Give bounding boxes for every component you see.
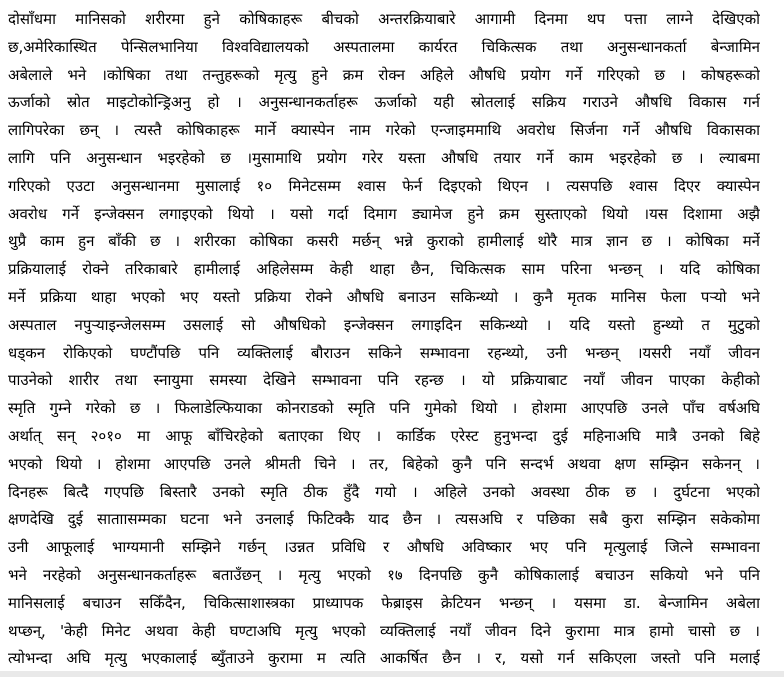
text-line: भने नरहेको अनुसन्धानकर्ताहरू बताउँछन् । मृत्यु भएको १७ दिनपछि कुनै कोषिकालाई बचाउन सकियो भने पनि (8, 565, 760, 584)
text-line: क्षणदेखि दुई साताासम्मका घटना भने उनलाई फिटिक्कै याद छैन । त्यसअघि र पछिका सबै कुरा सम्झिन सकेकोमा (8, 510, 760, 529)
text-line: उनी आफूलाई भाग्यमानी सम्झिने गर्छन् ।उन्नत प्रविधि र औषधि अविष्कार भए पनि मृत्युलाई जित्ने सम्भावना (8, 538, 760, 557)
text-line: गरिएको एउटा अनुसन्धानमा मुसालाई १० मिनेटसम्म श्वास फेर्न दिइएको थिएन । त्यसपछि श्वास दिएर क्यास्पेन (8, 176, 760, 195)
text-line: ऊर्जाको स्रोत माइटोकोन्ड्रिअनु हो । अनुसन्धानकर्ताहरू ऊर्जाको यही स्रोतलाई सक्रिय गराउने औषधि विकास गर्न (8, 93, 760, 112)
text-line: मानिसलाई बचाउन सकिँदैन, चिकित्साशास्त्रका प्राध्यापक फेब्राइस क्रेटियन भन्छन् । यसमा डा. बेन्जामिन अबेला (8, 593, 760, 612)
text-line: अर्थात् सन् २०१० मा आफू बाँचिरहेको बताएका थिए । कार्डिक एरेस्ट हुनुभन्दा दुई महिनाअघि मात्रै उनको बिहे (8, 426, 760, 445)
text-line: दोसाँधमा मानिसको शरीरमा हुने कोषिकाहरू बीचको अन्तरक्रियाबारे आगामी दिनमा थप पत्ता लाग्ने देखिएको (8, 10, 760, 28)
text-line: छ,अमेरिकास्थित पेन्सिलभानिया विश्वविद्यालयको अस्पतालमा कार्यरत चिकित्सक तथा अनुसन्धानकर्ता बेन्जामिन (8, 37, 760, 56)
bottom-edge (0, 671, 784, 677)
text-line: भएको थियो । होशमा आएपछि उनले श्रीमती चिने । तर, बिहेको कुनै पनि सन्दर्भ अथवा क्षण सम्झिन सकेनन् । (8, 454, 760, 473)
text-line: अबेलाले भने ।कोषिका तथा तन्तुहरूको मृत्यु हुने क्रम रोक्न अहिले औषधि प्रयोग गर्ने गरिएको छ । कोषहरूको (8, 65, 760, 84)
text-line: स्मृति गुम्ने गरेको छ । फिलाडेल्फियाका कोनराडको स्मृति पनि गुमेको थियो । होशमा आएपछि उनले पाँच वर्षअघि (8, 399, 760, 418)
article-text (8, 6, 760, 671)
text-line: धड्कन रोकिएको घण्टौंपछि पनि व्यक्तिलाई बौराउन सकिने सम्भावना रहन्थ्यो, उनी भन्छन् ।यसरी नयाँ जीवन (8, 343, 760, 362)
text-line: अवरोध गर्ने इन्जेक्सन लगाइएको थियो । यसो गर्दा दिमाग ड्यामेज हुने क्रम सुस्ताएको थियो ।यस दिशामा अझै (8, 204, 760, 223)
text-line: मर्ने प्रक्रिया थाहा भएको भए यस्तो प्रक्रिया रोक्ने औषधि बनाउन सकिन्थ्यो । कुनै मृतक मानिस फेला पर्‍यो भने (8, 287, 760, 306)
text-line: अस्पताल नपुर्‍याइन्जेलसम्म उसलाई सो औषधिको इन्जेक्सन लगाइदिन सकिन्थ्यो । यदि यस्तो हुन्थ्यो त मुटुको (8, 315, 760, 334)
text-line: प्रक्रियालाई रोक्ने तरिकाबारे हामीलाई अहिलेसम्म केही थाहा छैन, चिकित्सक साम परिना भन्छन् । यदि कोषिका (8, 260, 760, 279)
text-line: दिनहरू बित्दै गएपछि बिस्तारै उनको स्मृति ठीक हुँदै गयो । अहिले उनको अवस्था ठीक छ । दुर्घटना भएको (8, 482, 760, 501)
text-line: थप्छन्, 'केही मिनेट अथवा केही घण्टाअघि मृत्यु भएको व्यक्तिलाई नयाँ जीवन दिने कुरामा मात्र हामो चासो छ । (8, 621, 760, 640)
text-line: त्योभन्दा अघि मृत्यु भएकालाई ब्युँताउने कुरामा म त्यति आकर्षित छैन । र, यसो गर्न सकिएला जस्तो पनि मलाई (8, 649, 760, 668)
text-line: लागिपरेका छन् । त्यस्तै कोषिकाहरू मार्ने क्यास्पेन नाम गरेको एन्जाइममाथि अवरोध सिर्जना गर्ने औषधि विकासका (8, 121, 760, 140)
text-line: लागि पनि अनुसन्धान भइरहेको छ ।मुसामाथि प्रयोग गरेर यस्ता औषधि तयार गर्ने काम भइरहेको छ । ल्याबमा (8, 148, 760, 167)
text-line: पाउनेको शारीर तथा स्नायुमा समस्या देखिने सम्भावना पनि रहन्छ । यो प्रक्रियाबाट नयाँ जीवन पाएका केहीको (8, 371, 760, 390)
text-line: थुप्रै काम हुन बाँकी छ । शरीरका कोषिका कसरी मर्छन् भन्ने कुराको हामीलाई थोरै मात्र ज्ञान छ । कोषिका मर्ने (8, 232, 760, 251)
